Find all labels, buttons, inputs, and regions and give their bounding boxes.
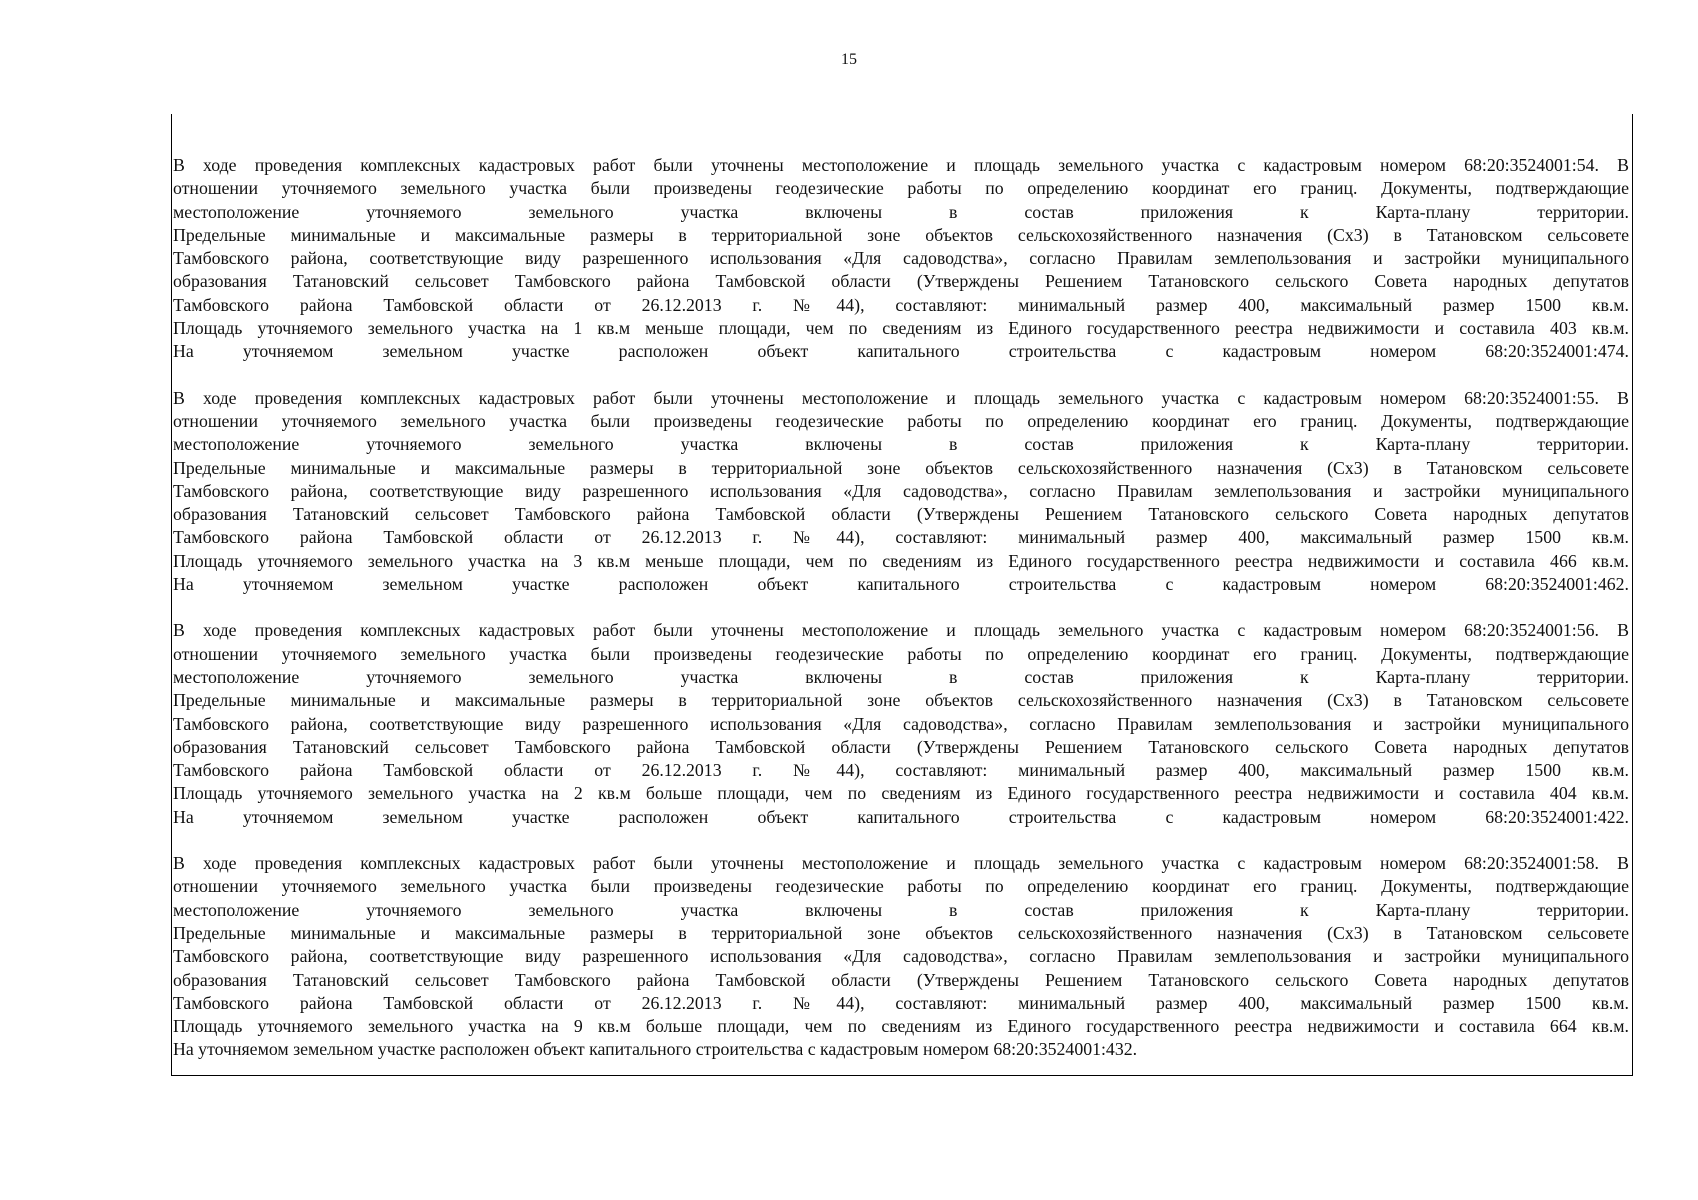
- text-line: Тамбовского района Тамбовской области от 26.12.2013 г. №44), составляют: минимальный размер 400, максимальный размер 1500 кв.м.: [173, 992, 1629, 1013]
- text-line: Предельные минимальные и максимальные размеры в территориальной зоне объектов сельскохозяйственного назначения (Сх3) в Татановском сельсовете: [173, 690, 1629, 711]
- text-line: В ходе проведения комплексных кадастровых работ были уточнены местоположение и площадь земельного участка с кадастровым номером 68:20:3524001:55. В: [173, 387, 1629, 408]
- text-line: отношении уточняемого земельного участка были произведены геодезические работы по определению координат его границ. Документы, подтверждающие: [173, 643, 1629, 664]
- text-line: образования Татановский сельсовет Тамбовского района Тамбовской области (Утверждены Решением Татановского сельского Совета народных депутатов: [173, 271, 1629, 292]
- text-line: Предельные минимальные и максимальные размеры в территориальной зоне объектов сельскохозяйственного назначения (Сх3) в Татановском сельсовете: [173, 224, 1629, 245]
- text-line: На уточняемом земельном участке расположен объект капитального строительства с кадастровым номером 68:20:3524001:474.: [173, 341, 1629, 362]
- text-line: Тамбовского района, соответствующие виду разрешенного использования «Для садоводства», согласно Правилам землепользования и застройки муниципального: [173, 248, 1629, 269]
- paragraph: [173, 852, 1629, 1062]
- text-line: На уточняемом земельном участке расположен объект капитального строительства с кадастровым номером 68:20:3524001:462.: [173, 574, 1629, 595]
- text-line: Тамбовского района, соответствующие виду разрешенного использования «Для садоводства», согласно Правилам землепользования и застройки муниципального: [173, 713, 1629, 734]
- text-line: образования Татановский сельсовет Тамбовского района Тамбовской области (Утверждены Решением Татановского сельского Совета народных депутатов: [173, 504, 1629, 525]
- text-line: местоположение уточняемого земельного участка включены в состав приложения к Карта-плану территории.: [173, 899, 1629, 920]
- text-line: Площадь уточняемого земельного участка на 9 кв.м больше площади, чем по сведениям из Единого государственного реестра недвижимости и составила 664 кв.м.: [173, 1016, 1629, 1037]
- text-line: местоположение уточняемого земельного участка включены в состав приложения к Карта-плану территории.: [173, 201, 1629, 222]
- text-line: местоположение уточняемого земельного участка включены в состав приложения к Карта-плану территории.: [173, 434, 1629, 455]
- text-line: На уточняемом земельном участке расположен объект капитального строительства с кадастровым номером 68:20:3524001:422.: [173, 806, 1629, 827]
- paragraph: [173, 619, 1629, 829]
- page-number: 15: [841, 51, 857, 68]
- text-line: отношении уточняемого земельного участка были произведены геодезические работы по определению координат его границ. Документы, подтверждающие: [173, 410, 1629, 431]
- text-line: образования Татановский сельсовет Тамбовского района Тамбовской области (Утверждены Решением Татановского сельского Совета народных депутатов: [173, 736, 1629, 757]
- text-line: В ходе проведения комплексных кадастровых работ были уточнены местоположение и площадь земельного участка с кадастровым номером 68:20:3524001:58. В: [173, 853, 1629, 874]
- paragraph: [173, 154, 1629, 364]
- text-line: местоположение уточняемого земельного участка включены в состав приложения к Карта-плану территории.: [173, 666, 1629, 687]
- paragraph: [173, 387, 1629, 597]
- text-line: На уточняемом земельном участке расположен объект капитального строительства с кадастровым номером 68:20:3524001:432.: [173, 1039, 1138, 1060]
- text-line: Площадь уточняемого земельного участка на 1 кв.м меньше площади, чем по сведениям из Единого государственного реестра недвижимости и составила 403 кв.м.: [173, 318, 1629, 339]
- document-body: [173, 154, 1629, 1085]
- text-line: В ходе проведения комплексных кадастровых работ были уточнены местоположение и площадь земельного участка с кадастровым номером 68:20:3524001:54. В: [173, 155, 1629, 175]
- text-line: Тамбовского района Тамбовской области от 26.12.2013 г. №44), составляют: минимальный размер 400, максимальный размер 1500 кв.м.: [173, 760, 1629, 781]
- text-line: Тамбовского района, соответствующие виду разрешенного использования «Для садоводства», согласно Правилам землепользования и застройки муниципального: [173, 480, 1629, 501]
- text-line: Тамбовского района Тамбовской области от 26.12.2013 г. №44), составляют: минимальный размер 400, максимальный размер 1500 кв.м.: [173, 294, 1629, 315]
- text-line: Предельные минимальные и максимальные размеры в территориальной зоне объектов сельскохозяйственного назначения (Сх3) в Татановском сельсовете: [173, 922, 1629, 943]
- text-line: Площадь уточняемого земельного участка на 3 кв.м меньше площади, чем по сведениям из Единого государственного реестра недвижимости и составила 466 кв.м.: [173, 550, 1629, 571]
- text-line: Площадь уточняемого земельного участка на 2 кв.м больше площади, чем по сведениям из Единого государственного реестра недвижимости и составила 404 кв.м.: [173, 783, 1629, 804]
- text-line: В ходе проведения комплексных кадастровых работ были уточнены местоположение и площадь земельного участка с кадастровым номером 68:20:3524001:56. В: [173, 620, 1629, 641]
- text-line: Предельные минимальные и максимальные размеры в территориальной зоне объектов сельскохозяйственного назначения (Сх3) в Татановском сельсовете: [173, 457, 1629, 478]
- text-line: отношении уточняемого земельного участка были произведены геодезические работы по определению координат его границ. Документы, подтверждающие: [173, 876, 1629, 897]
- text-line: образования Татановский сельсовет Тамбовского района Тамбовской области (Утверждены Решением Татановского сельского Совета народных депутатов: [173, 969, 1629, 990]
- text-line: Тамбовского района, соответствующие виду разрешенного использования «Для садоводства», согласно Правилам землепользования и застройки муниципального: [173, 946, 1629, 967]
- text-line: отношении уточняемого земельного участка были произведены геодезические работы по определению координат его границ. Документы, подтверждающие: [173, 178, 1629, 199]
- text-line: Тамбовского района Тамбовской области от 26.12.2013 г. №44), составляют: минимальный размер 400, максимальный размер 1500 кв.м.: [173, 527, 1629, 548]
